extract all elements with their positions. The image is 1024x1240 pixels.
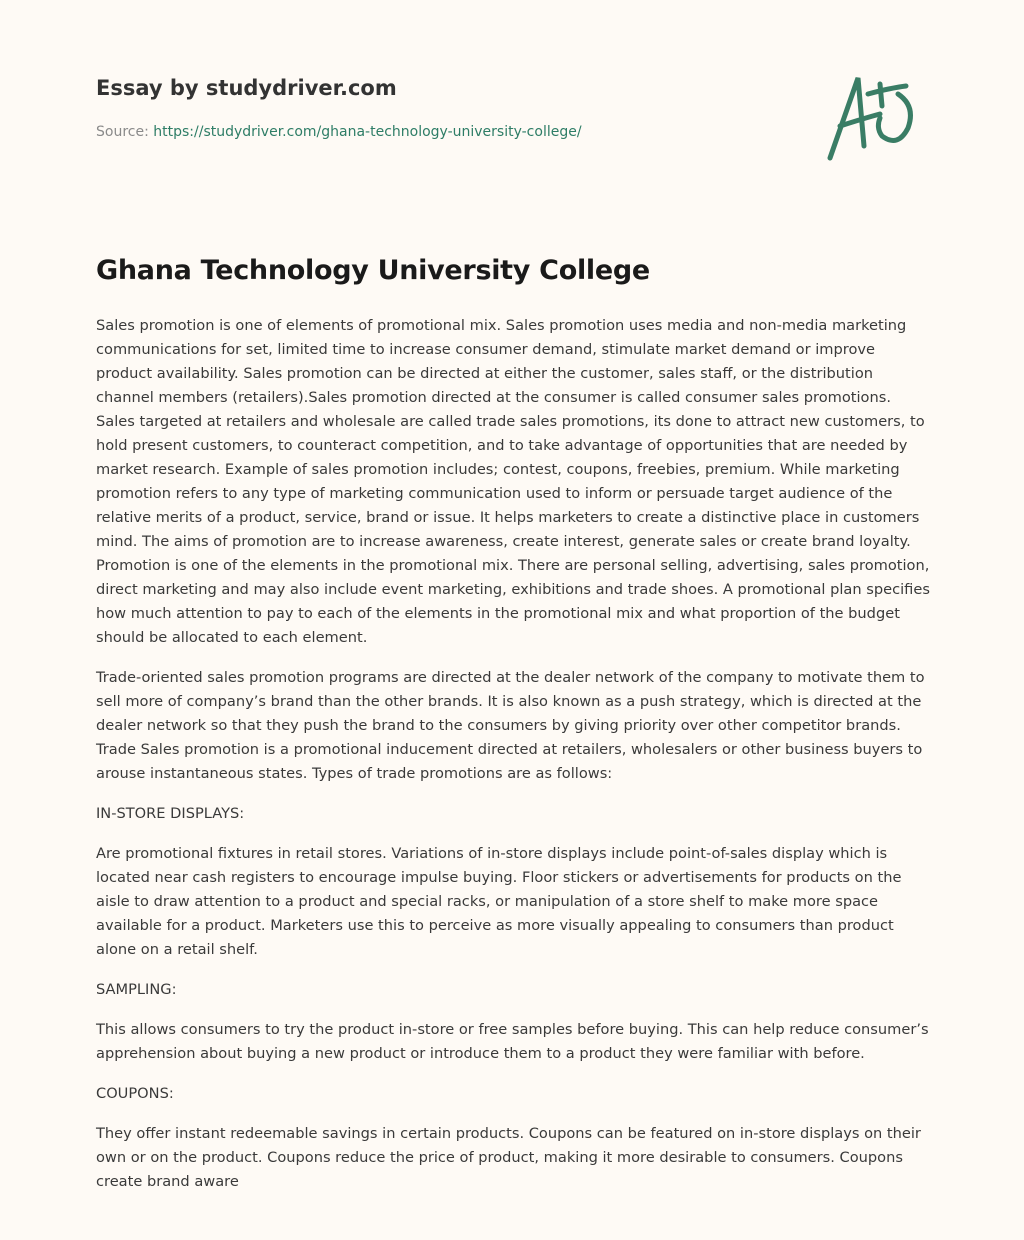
paragraph: This allows consumers to try the product in-store or free samples before buying. This can help reduce consumer’s apprehension about buying a new product or introduce them to a product they were familiar with before. bbox=[96, 1021, 929, 1062]
essay-title: Ghana Technology University College bbox=[96, 255, 650, 286]
paragraph: They offer instant redeemable savings in certain products. Coupons can be featured on in-store displays on their own or on the product. Coupons reduce the price of product, making it more desirable to consumers. Coupons create brand aware bbox=[96, 1125, 921, 1190]
essay-body bbox=[96, 314, 932, 1210]
source-line bbox=[96, 124, 582, 140]
site-header-title: Essay by studydriver.com bbox=[96, 76, 397, 100]
a-plus-logo-icon bbox=[820, 66, 930, 166]
source-label: Source: bbox=[96, 124, 149, 140]
section-heading: IN-STORE DISPLAYS: bbox=[96, 805, 245, 822]
section-heading: COUPONS: bbox=[96, 1085, 174, 1102]
paragraph: Sales promotion is one of elements of promotional mix. Sales promotion uses media and non-media marketing communications for set, limited time to increase consumer demand, stimulate market demand or improve product availability. Sales promotion can be directed at either the customer, sales staff, or the distribution channel members (retailers).Sales promotion directed at the consumer is called consumer sales promotions. Sales targeted at retailers and wholesale are called trade sales promotions, its done to attract new customers, to hold present customers, to counteract competition, and to take advantage of opportunities that are needed by market research. Example of sales promotion includes; contest, coupons, freebies, premium. While marketing promotion refers to any type of marketing communication used to inform or persuade target audience of the relative merits of a product, service, brand or issue. It helps marketers to create a distinctive place in customers mind. The aims of promotion are to increase awareness, create interest, generate sales or create brand loyalty. Promotion is one of the elements in the promotional mix. There are personal selling, advertising, sales promotion, direct marketing and may also include event marketing, exhibitions and trade shoes. A promotional plan specifies how much attention to pay to each of the elements in the promotional mix and what proportion of the budget should be allocated to each element. bbox=[96, 317, 930, 646]
paragraph: Trade-oriented sales promotion programs are directed at the dealer network of the company to motivate them to sell more of company’s brand than the other brands. It is also known as a push strategy, which is directed at the dealer network so that they push the brand to the consumers by giving priority over other competitor brands. Trade Sales promotion is a promotional inducement directed at retailers, wholesalers or other business buyers to arouse instantaneous states. Types of trade promotions are as follows: bbox=[96, 669, 925, 782]
section-heading: SAMPLING: bbox=[96, 981, 177, 998]
paragraph: Are promotional fixtures in retail stores. Variations of in-store displays include point-of-sales display which is located near cash registers to encourage impulse buying. Floor stickers or advertisements for products on the aisle to draw attention to a product and special racks, or manipulation of a store shelf to make more space available for a product. Marketers use this to perceive as more visually appealing to consumers than product alone on a retail shelf. bbox=[96, 845, 902, 958]
source-link[interactable]: https://studydriver.com/ghana-technology-university-college/ bbox=[153, 124, 582, 140]
